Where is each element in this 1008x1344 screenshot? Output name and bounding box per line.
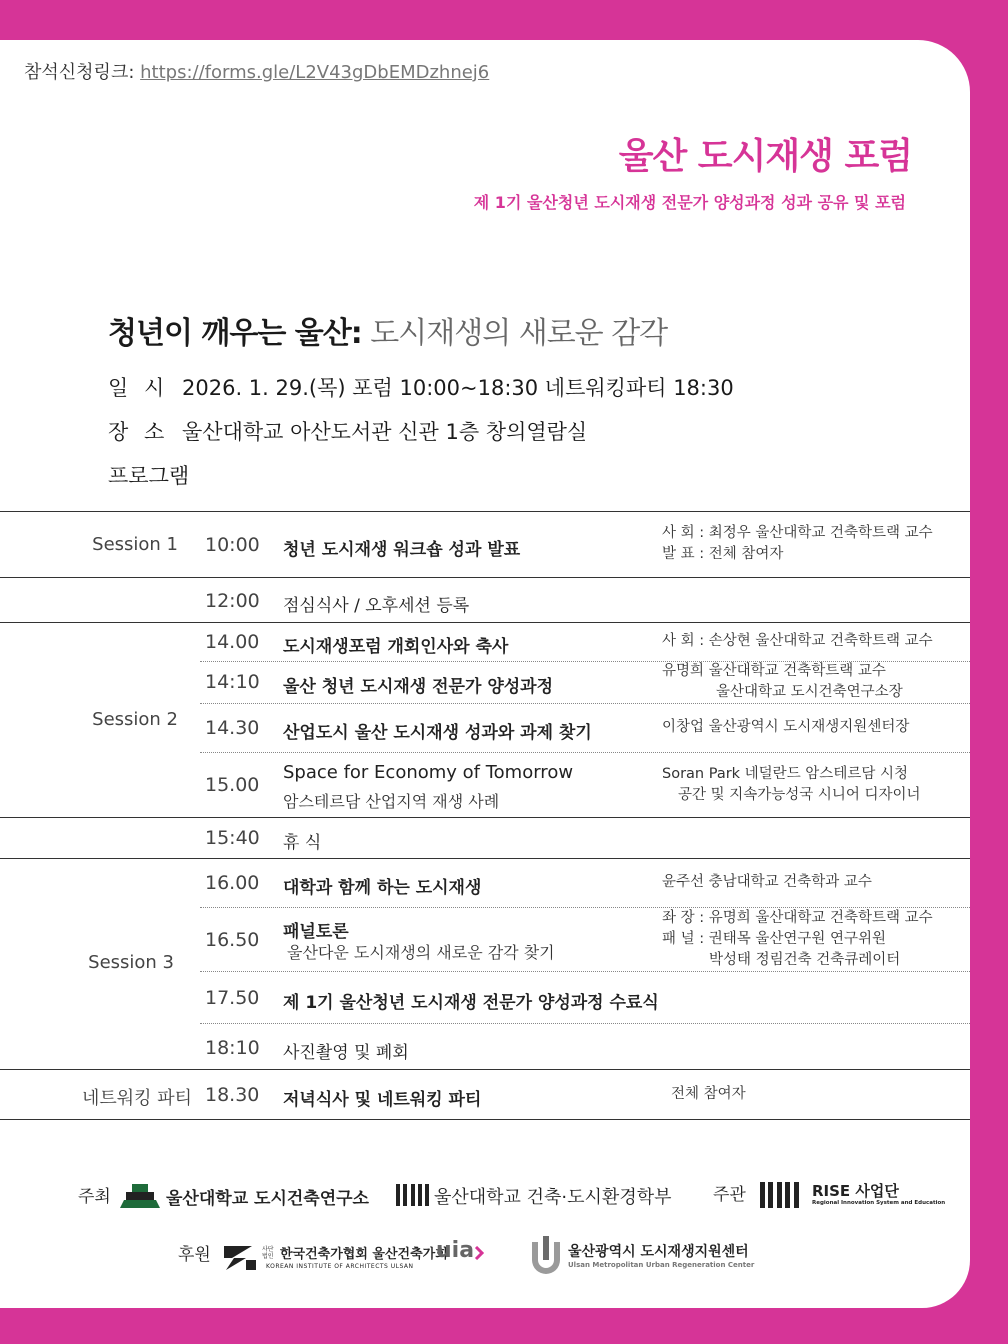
row-speaker: 전체 참여자 (671, 1086, 746, 1102)
divider (0, 622, 970, 623)
row-title: 청년 도시재생 워크숍 성과 발표 (283, 540, 521, 560)
session-label: 네트워킹 파티 (81, 1088, 192, 1109)
row-time: 10:00 (205, 534, 260, 556)
divider (0, 577, 970, 578)
row-speaker: 울산대학교 도시건축연구소장 (716, 684, 903, 700)
row-time: 12:00 (205, 590, 260, 612)
row-speaker: Soran Park 네덜란드 암스테르담 시청 (662, 766, 908, 782)
row-speaker: 공간 및 지속가능성국 시니어 디자이너 (678, 787, 921, 803)
place-value: 울산대학교 아산도서관 신관 1층 창의열람실 (182, 420, 588, 444)
forum-title: 울산 도시재생 포럼 (618, 136, 912, 177)
registration-label: 참석신청링크: (24, 62, 135, 83)
divider (0, 817, 970, 818)
divider (0, 1069, 970, 1070)
divider (0, 1119, 970, 1120)
ulsan-university-logo-icon (118, 1180, 162, 1210)
row-title: 점심식사 / 오후세션 등록 (283, 596, 470, 616)
date-value: 2026. 1. 29.(목) 포럼 10:00~18:30 네트워킹파티 18:30 (182, 376, 734, 400)
session-label: Session 3 (88, 952, 174, 973)
date-key-2: 시 (144, 376, 165, 400)
row-time: 16.50 (205, 929, 260, 951)
headline-strong: 청년이 깨우는 울산: (108, 316, 362, 351)
date-key-1: 일 (108, 376, 129, 400)
row-title: 휴 식 (283, 833, 322, 853)
center-sub: Ulsan Metropolitan Urban Regeneration Center (568, 1261, 755, 1269)
row-subtitle: 암스테르담 산업지역 재생 사례 (283, 792, 500, 811)
row-title: 제 1기 울산청년 도시재생 전문가 양성과정 수료식 (283, 993, 659, 1013)
date-row (108, 372, 734, 402)
row-speaker: 패 널 : 권태목 울산연구원 연구위원 (662, 931, 887, 947)
dotted-divider (200, 1023, 970, 1024)
kia-sub: KOREAN INSTITUTE OF ARCHITECTS ULSAN (266, 1263, 414, 1270)
headline-light: 도시재생의 새로운 감각 (370, 316, 668, 351)
row-speaker: 발 표 : 전체 참여자 (662, 546, 784, 562)
kia-logo-icon (222, 1242, 258, 1272)
program-schedule (0, 511, 970, 1131)
dotted-divider (200, 971, 970, 972)
row-speaker: 좌 장 : 유명희 울산대학교 건축학트랙 교수 (662, 910, 933, 926)
divider (0, 858, 970, 859)
host-label: 주최 (78, 1187, 111, 1207)
dotted-divider (200, 703, 970, 704)
row-title: 사진촬영 및 폐회 (283, 1043, 409, 1063)
uia-logo: uia (436, 1238, 475, 1263)
row-time: 15:40 (205, 827, 260, 849)
program-label: 프로그램 (108, 464, 190, 488)
row-title: 울산 청년 도시재생 전문가 양성과정 (283, 677, 554, 697)
row-speaker: 윤주선 충남대학교 건축학과 교수 (662, 874, 872, 890)
place-key-1: 장 (108, 420, 129, 444)
bar-logo-icon (396, 1184, 430, 1206)
row-speaker: 유명희 울산대학교 건축학트랙 교수 (662, 663, 886, 679)
session-label: Session 2 (92, 709, 178, 730)
divider (0, 511, 970, 512)
row-time: 14.30 (205, 717, 260, 739)
row-time: 18:10 (205, 1037, 260, 1059)
row-title: 산업도시 울산 도시재생 성과와 과제 찾기 (283, 723, 592, 743)
row-time: 17.50 (205, 987, 260, 1009)
row-title: 패널토론 (283, 922, 349, 942)
row-speaker: 사 회 : 최정우 울산대학교 건축학트랙 교수 (662, 525, 933, 541)
place-key-2: 소 (144, 420, 165, 444)
organizer-label: 주관 (713, 1185, 746, 1205)
rise-main: RISE 사업단 (812, 1182, 899, 1200)
forum-subtitle: 제 1기 울산청년 도시재생 전문가 양성과정 성과 공유 및 포럼 (473, 193, 906, 212)
registration-url-link[interactable]: https://forms.gle/L2V43gDbEMDzhnej6 (140, 62, 490, 83)
row-title: 도시재생포럼 개회인사와 축사 (283, 637, 509, 657)
headline (108, 308, 667, 352)
row-time: 15.00 (205, 774, 260, 796)
dotted-divider (200, 752, 970, 753)
row-speaker: 박성태 정림건축 건축큐레이터 (709, 952, 901, 968)
row-speaker: 이창업 울산광역시 도시재생지원센터장 (662, 719, 910, 735)
center-logo-icon (528, 1234, 564, 1274)
poster-card (0, 40, 970, 1308)
kia-small: 사단 법인 (262, 1246, 274, 1260)
place-row (108, 416, 587, 446)
kia-main: 한국건축가협회 울산건축가회 (280, 1247, 448, 1262)
rise-sub: Regional Innovation System and Education (812, 1200, 946, 1206)
row-time: 14.00 (205, 631, 260, 653)
registration-link-line (24, 58, 489, 84)
row-time: 18.30 (205, 1084, 260, 1106)
row-subtitle: 울산다운 도시재생의 새로운 감각 찾기 (287, 943, 555, 962)
sponsor-label: 후원 (178, 1245, 211, 1265)
row-title: 저녁식사 및 네트워킹 파티 (283, 1090, 482, 1110)
host2-name: 울산대학교 건축·도시환경학부 (434, 1187, 672, 1208)
chevron-right-icon (474, 1246, 484, 1260)
row-speaker: 사 회 : 손상현 울산대학교 건축학트랙 교수 (662, 633, 933, 649)
session-label: Session 1 (92, 534, 178, 555)
row-time: 16.00 (205, 872, 260, 894)
center-main: 울산광역시 도시재생지원센터 (568, 1244, 749, 1260)
row-title: 대학과 함께 하는 도시재생 (283, 878, 482, 898)
row-title: Space for Economy of Tomorrow (283, 762, 574, 783)
row-time: 14:10 (205, 671, 260, 693)
host1-name: 울산대학교 도시건축연구소 (166, 1189, 369, 1209)
rise-bar-logo-icon (760, 1182, 806, 1208)
